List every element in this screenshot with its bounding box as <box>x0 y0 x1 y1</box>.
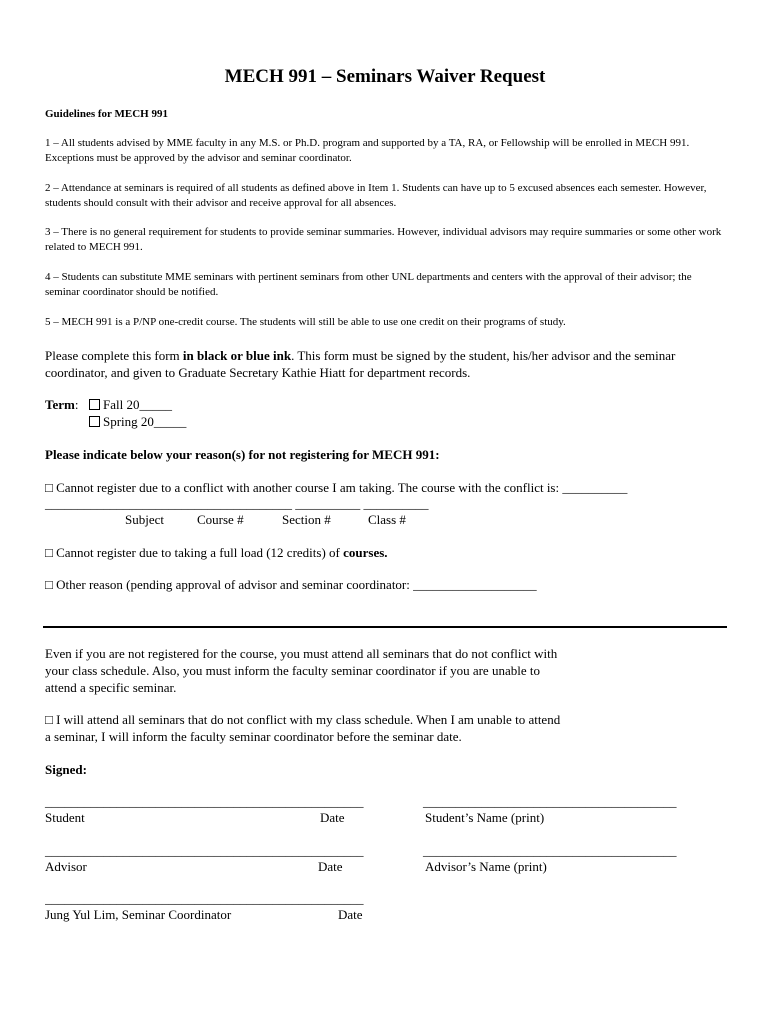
student-label: Student <box>45 810 85 825</box>
coordinator-label: Jung Yul Lim, Seminar Coordinator <box>45 907 232 922</box>
term-label-row <box>45 396 78 413</box>
term-colon: : <box>74 397 79 412</box>
advisor-label: Advisor <box>45 859 87 874</box>
fall-checkbox[interactable] <box>89 399 100 410</box>
student-date-label: Date <box>320 810 345 825</box>
guideline-item-4: 4 – Students can substitute MME seminars with pertinent seminars from other UNL departments and centers with the approval of their advisor; the seminar coordinator should be notified. <box>45 271 692 298</box>
advisor-signature-line[interactable]: _________________________________________________ <box>45 843 364 858</box>
instructions-suffix: . This form must be signed by the student, his/her advisor and the seminar coordinator, and given to Graduate Secretary Kathie Hiatt for department records. <box>45 348 676 380</box>
instructions-ink-emphasis: in black or blue ink <box>182 348 292 363</box>
advisor-name-line[interactable]: _______________________________________ <box>423 843 677 858</box>
signed-heading: Signed: <box>45 762 87 777</box>
section-divider <box>43 626 727 628</box>
guidelines-heading: Guidelines for MECH 991 <box>45 108 168 120</box>
reason-conflict[interactable]: □ Cannot register due to a conflict with another course I am taking. The course with the conflict is: __________ <box>45 480 628 495</box>
conflict-subject-label: Subject <box>125 512 164 527</box>
term-spring-option[interactable] <box>89 413 186 430</box>
conflict-section-label: Section # <box>282 512 331 527</box>
reason-other[interactable]: □ Other reason (pending approval of advisor and seminar coordinator: ___________________ <box>45 577 537 592</box>
coordinator-signature-line[interactable]: _________________________________________________ <box>45 891 364 906</box>
conflict-class-label: Class # <box>368 512 406 527</box>
instructions <box>45 347 727 381</box>
term-fall-label: Fall 20_____ <box>103 397 172 412</box>
guideline-item-1: 1 – All students advised by MME faculty in any M.S. or Ph.D. program and supported by a TA, RA, or Fellowship will be enrolled in MECH 991. Exceptions must be approved by the advisor and seminar coordinator. <box>45 137 690 164</box>
term-spring-label: Spring 20_____ <box>103 414 187 429</box>
reason-full-load[interactable] <box>45 544 388 561</box>
guideline-item-2: 2 – Attendance at seminars is required of all students as defined above in Item 1. Students can have up to 5 excused absences each semester. However, students should consult with their advisor and receive approval for all absences. <box>45 182 707 209</box>
attendance-notice: Even if you are not registered for the course, you must attend all seminars that do not conflict with your class schedule. Also, you must inform the faculty seminar coordinator if you are unable to attend a specific seminar. <box>45 646 558 695</box>
instructions-prefix: Please complete this form <box>45 348 183 363</box>
conflict-course-label: Course # <box>197 512 244 527</box>
guideline-item-5: 5 – MECH 991 is a P/NP one-credit course. The students will still be able to use one credit on their programs of study. <box>45 316 566 328</box>
conflict-course-blanks[interactable]: ______________________________________ __________ __________ <box>45 496 429 511</box>
advisor-date-label: Date <box>318 859 343 874</box>
reason-full-load-text: □ Cannot register due to taking a full load (12 credits) of <box>45 545 344 560</box>
coordinator-date-label: Date <box>338 907 363 922</box>
reasons-heading: Please indicate below your reason(s) for not registering for MECH 991: <box>45 447 440 462</box>
attendance-pledge[interactable]: □ I will attend all seminars that do not conflict with my class schedule. When I am unable to attend a seminar, I will inform the faculty seminar coordinator before the seminar date. <box>45 712 561 744</box>
page-title: MECH 991 – Seminars Waiver Request <box>224 66 546 87</box>
guideline-item-3: 3 – There is no general requirement for students to provide seminar summaries. However, individual advisors may require summaries or some other work related to MECH 991. <box>45 226 722 253</box>
reason-full-load-bold: courses. <box>343 545 388 560</box>
student-name-line[interactable]: _______________________________________ <box>423 794 677 809</box>
term-label: Term <box>45 397 75 412</box>
student-signature-line[interactable]: _________________________________________________ <box>45 794 364 809</box>
student-name-label: Student’s Name (print) <box>425 810 545 825</box>
spring-checkbox[interactable] <box>89 416 100 427</box>
term-fall-option[interactable] <box>89 396 172 413</box>
advisor-name-label: Advisor’s Name (print) <box>425 859 547 874</box>
